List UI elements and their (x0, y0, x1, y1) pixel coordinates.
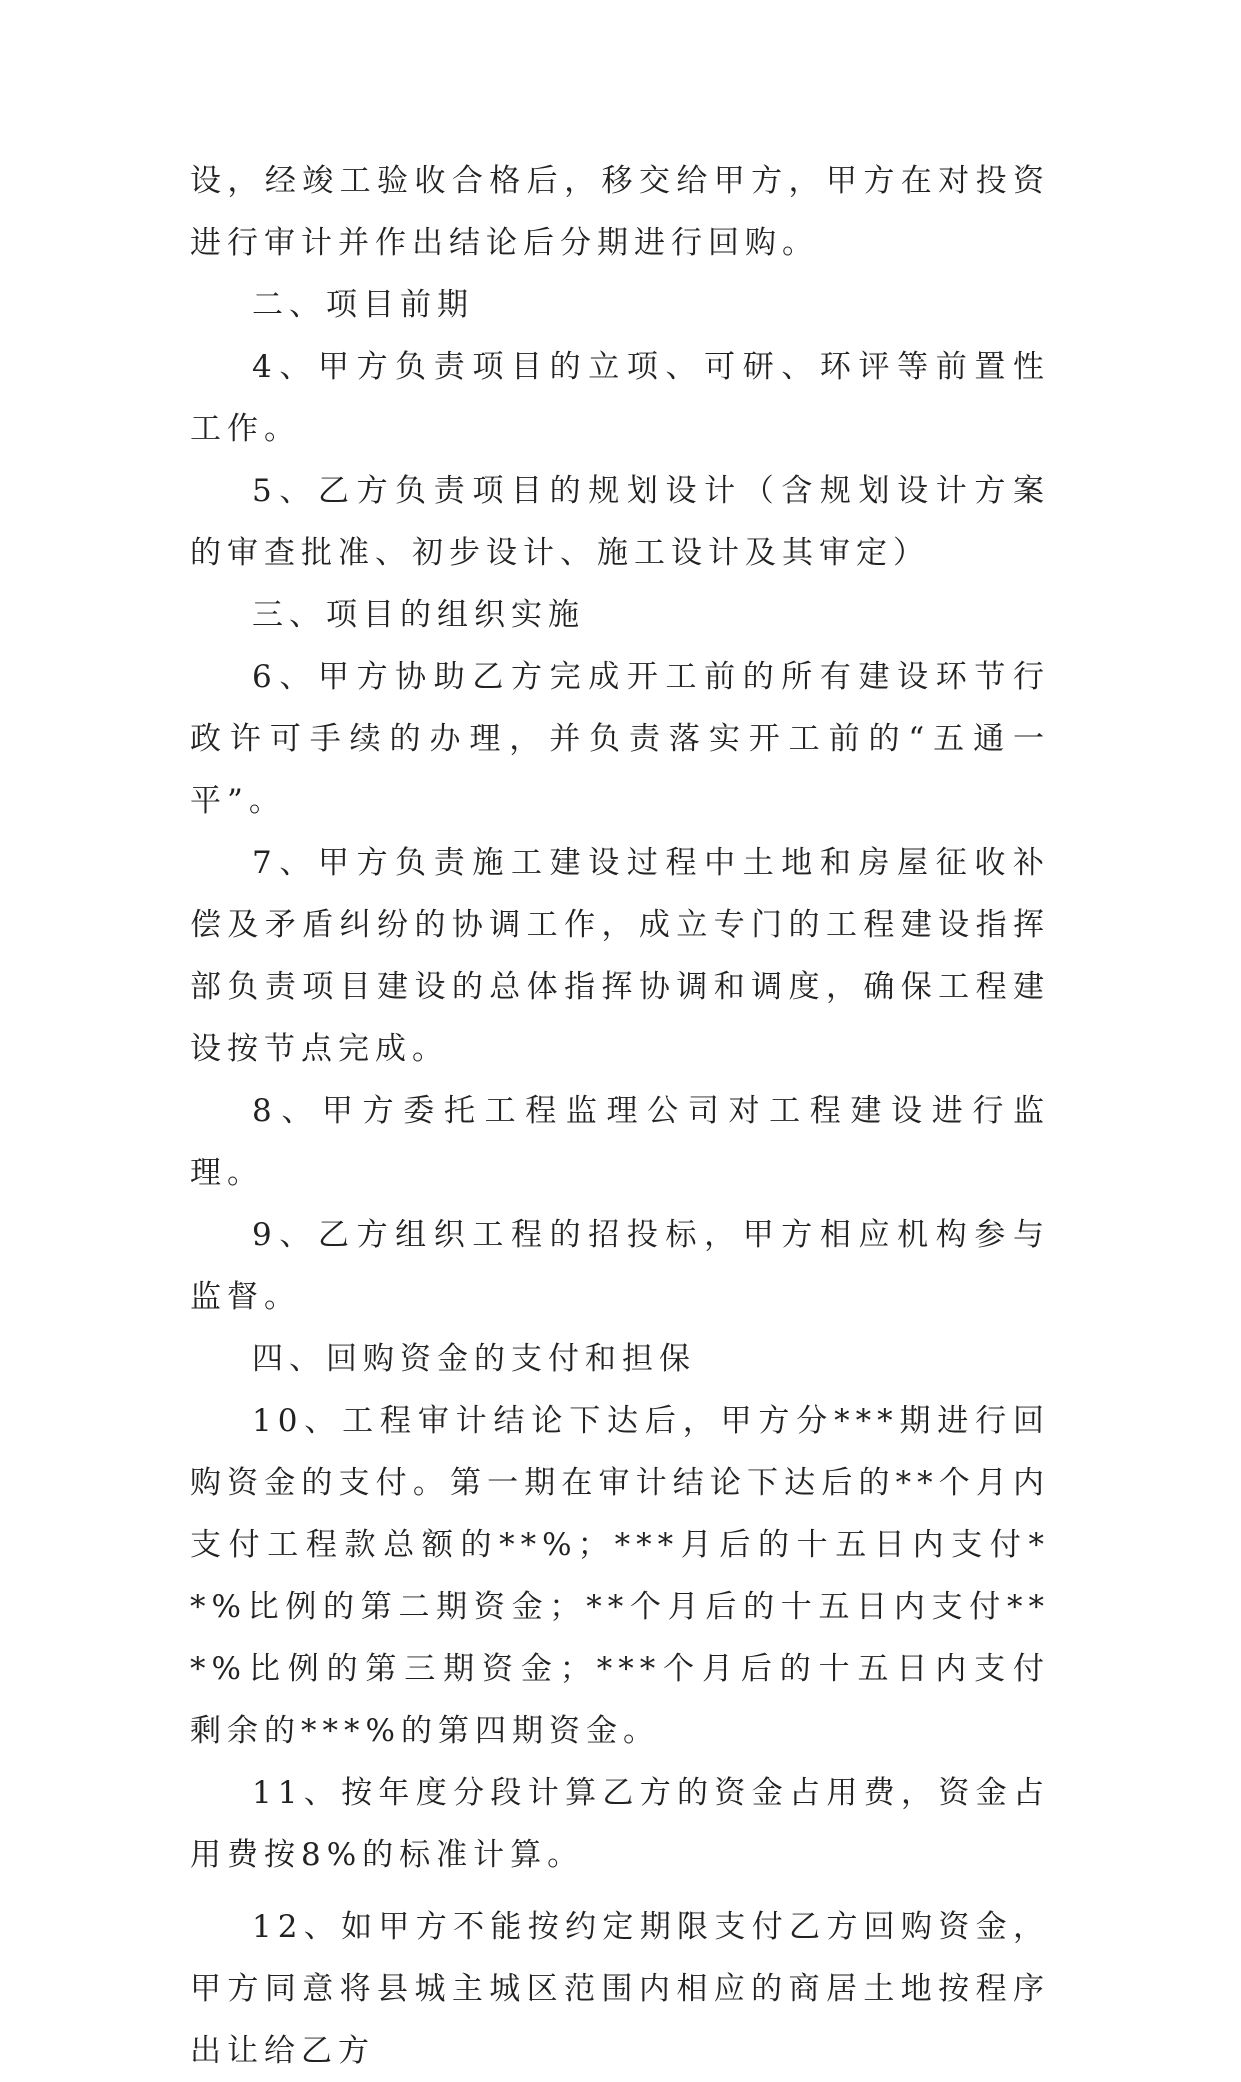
section-heading-organization-implementation: 三、项目的组织实施 (252, 597, 585, 633)
clause-6: 6、甲方协助乙方完成开工前的所有建设环节行政许可手续的办理，并负责落实开工前的“五通一平”。 (190, 659, 1050, 819)
clause-5: 5、乙方负责项目的规划设计（含规划设计方案的审查批准、初步设计、施工设计及其审定） (190, 473, 1050, 571)
clause-9: 9、乙方组织工程的招投标，甲方相应机构参与监督。 (190, 1217, 1050, 1315)
paragraph-continuation: 设，经竣工验收合格后，移交给甲方，甲方在对投资进行审计并作出结论后分期进行回购。 (190, 163, 1050, 261)
clause-7: 7、甲方负责施工建设过程中土地和房屋征收补偿及矛盾纠纷的协调工作，成立专门的工程建设指挥部负责项目建设的总体指挥协调和调度，确保工程建设按节点完成。 (190, 845, 1050, 1067)
section-heading-repurchase-payment: 四、回购资金的支付和担保 (252, 1341, 696, 1377)
clause-12: 12、如甲方不能按约定期限支付乙方回购资金，甲方同意将县城主城区范围内相应的商居土地按程序出让给乙方 (190, 1909, 1050, 2069)
section-heading-project-preliminary: 二、项目前期 (252, 287, 474, 323)
clause-8: 8、甲方委托工程监理公司对工程建设进行监理。 (190, 1093, 1050, 1191)
clause-10: 10、工程审计结论下达后，甲方分***期进行回购资金的支付。第一期在审计结论下达后的**个月内支付工程款总额的**%；***月后的十五日内支付**%比例的第二期资金；**个月后的十五日内支付***%比例的第三期资金；***个月后的十五日内支付剩余的***%的第四期资金。 (190, 1403, 1050, 1749)
clause-11: 11、按年度分段计算乙方的资金占用费，资金占用费按8%的标准计算。 (190, 1775, 1050, 1873)
clause-4: 4、甲方负责项目的立项、可研、环评等前置性工作。 (190, 349, 1050, 447)
document-page (190, 150, 1050, 2082)
